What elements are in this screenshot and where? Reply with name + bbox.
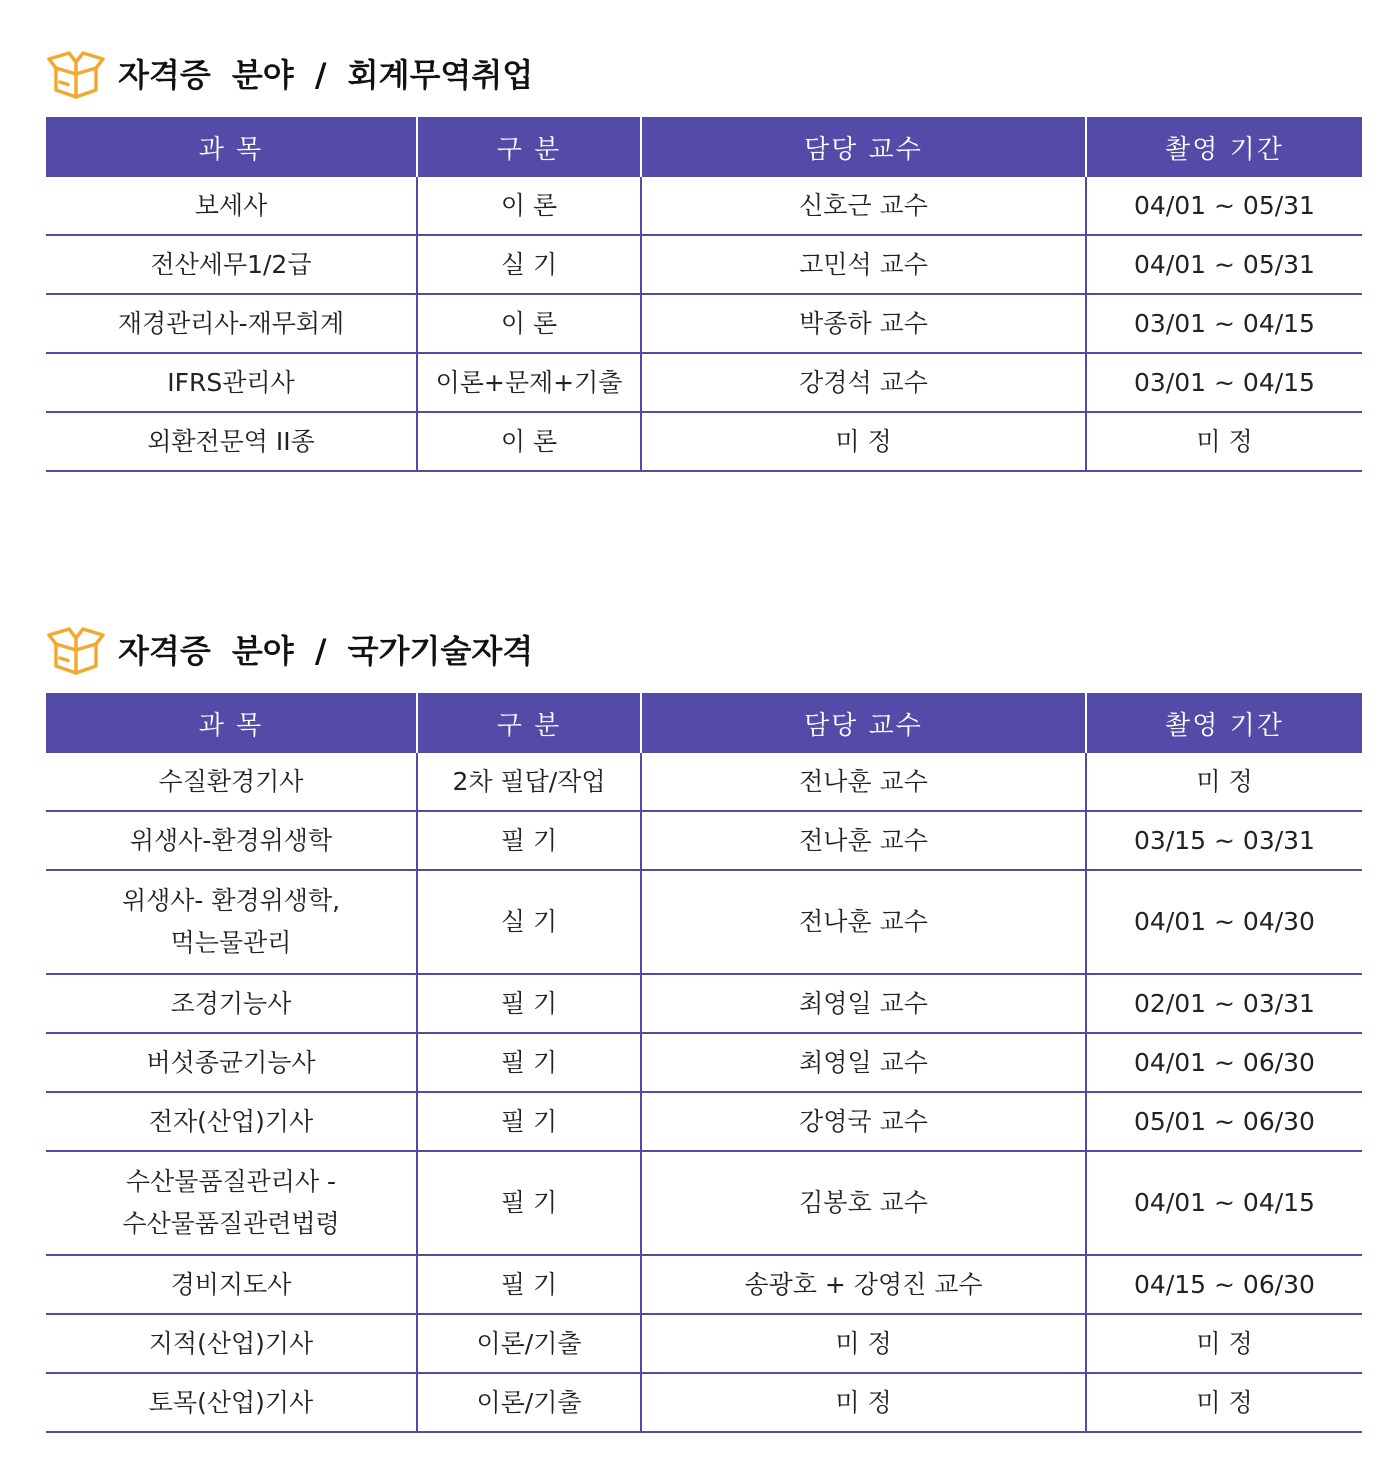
cell-type: 실 기: [417, 870, 641, 974]
cell-type: 이 론: [417, 177, 641, 235]
table-row: [46, 1314, 1362, 1373]
cell-subject: 위생사-환경위생학: [46, 811, 417, 870]
table-row: [46, 1151, 1362, 1255]
cell-type: 이 론: [417, 294, 641, 353]
cell-period: 05/01 ~ 06/30: [1086, 1092, 1362, 1151]
table-header-row: [46, 693, 1362, 753]
cell-professor: 김봉호 교수: [641, 1151, 1086, 1255]
table-row: [46, 1373, 1362, 1432]
cell-type: 필 기: [417, 1255, 641, 1314]
cell-type: 필 기: [417, 974, 641, 1033]
cell-type: 이론/기출: [417, 1373, 641, 1432]
open-box-icon: [46, 622, 106, 676]
cell-professor: 전나훈 교수: [641, 811, 1086, 870]
table-row: [46, 1255, 1362, 1314]
cell-professor: 송광호 + 강영진 교수: [641, 1255, 1086, 1314]
cell-professor: 전나훈 교수: [641, 870, 1086, 974]
cell-period: 04/01 ~ 04/30: [1086, 870, 1362, 974]
table-row: [46, 235, 1362, 294]
header-professor: 담당 교수: [641, 693, 1086, 753]
cell-professor: 미 정: [641, 1314, 1086, 1373]
table-row: [46, 294, 1362, 353]
cell-professor: 미 정: [641, 1373, 1086, 1432]
cell-professor: 최영일 교수: [641, 974, 1086, 1033]
cell-subject: 수질환경기사: [46, 753, 417, 811]
cell-subject: 위생사- 환경위생학, 먹는물관리: [46, 870, 417, 974]
cell-type: 필 기: [417, 1033, 641, 1092]
table-row: [46, 1033, 1362, 1092]
cell-period: 04/15 ~ 06/30: [1086, 1255, 1362, 1314]
cell-professor: 미 정: [641, 412, 1086, 471]
cell-professor: 고민석 교수: [641, 235, 1086, 294]
cell-type: 이 론: [417, 412, 641, 471]
cell-period: 03/01 ~ 04/15: [1086, 294, 1362, 353]
cell-professor: 전나훈 교수: [641, 753, 1086, 811]
table-row: [46, 177, 1362, 235]
cell-period: 02/01 ~ 03/31: [1086, 974, 1362, 1033]
header-type: 구 분: [417, 117, 641, 177]
table-row: [46, 353, 1362, 412]
header-period: 촬영 기간: [1086, 117, 1362, 177]
open-box-icon: [46, 46, 106, 100]
section-title: 자격증 분야 / 국가기술자격: [118, 632, 534, 670]
cell-professor: 최영일 교수: [641, 1033, 1086, 1092]
cell-subject: 경비지도사: [46, 1255, 417, 1314]
cell-period: 03/01 ~ 04/15: [1086, 353, 1362, 412]
cell-subject: 외환전문역 II종: [46, 412, 417, 471]
section-accounting-trade: [46, 46, 1362, 456]
cell-professor: 박종하 교수: [641, 294, 1086, 353]
section-title: 자격증 분야 / 회계무역취업: [118, 56, 534, 94]
cell-subject: IFRS관리사: [46, 353, 417, 412]
cell-subject: 조경기능사: [46, 974, 417, 1033]
section-heading: [46, 622, 1362, 676]
cell-subject: 전산세무1/2급: [46, 235, 417, 294]
cell-type: 이론/기출: [417, 1314, 641, 1373]
table-header-row: [46, 117, 1362, 177]
cell-period: 미 정: [1086, 412, 1362, 471]
table-row: [46, 1092, 1362, 1151]
schedule-table: [46, 693, 1362, 1433]
cell-period: 미 정: [1086, 1314, 1362, 1373]
cell-professor: 강영국 교수: [641, 1092, 1086, 1151]
cell-type: 필 기: [417, 1092, 641, 1151]
cell-subject: 수산물품질관리사 - 수산물품질관련법령: [46, 1151, 417, 1255]
cell-type: 필 기: [417, 1151, 641, 1255]
header-type: 구 분: [417, 693, 641, 753]
header-subject: 과 목: [46, 693, 417, 753]
table-row: [46, 811, 1362, 870]
header-subject: 과 목: [46, 117, 417, 177]
cell-professor: 신호근 교수: [641, 177, 1086, 235]
cell-period: 04/01 ~ 06/30: [1086, 1033, 1362, 1092]
cell-subject: 버섯종균기능사: [46, 1033, 417, 1092]
cell-period: 04/01 ~ 04/15: [1086, 1151, 1362, 1255]
table-row: [46, 974, 1362, 1033]
schedule-table: [46, 117, 1362, 472]
table-row: [46, 412, 1362, 471]
header-professor: 담당 교수: [641, 117, 1086, 177]
table-row: [46, 870, 1362, 974]
cell-subject: 재경관리사-재무회계: [46, 294, 417, 353]
cell-subject: 지적(산업)기사: [46, 1314, 417, 1373]
section-national-technical: [46, 622, 1362, 1417]
header-period: 촬영 기간: [1086, 693, 1362, 753]
cell-period: 04/01 ~ 05/31: [1086, 177, 1362, 235]
cell-period: 03/15 ~ 03/31: [1086, 811, 1362, 870]
cell-period: 04/01 ~ 05/31: [1086, 235, 1362, 294]
section-heading: [46, 46, 1362, 100]
cell-type: 실 기: [417, 235, 641, 294]
cell-period: 미 정: [1086, 753, 1362, 811]
cell-professor: 강경석 교수: [641, 353, 1086, 412]
cell-period: 미 정: [1086, 1373, 1362, 1432]
cell-subject: 전자(산업)기사: [46, 1092, 417, 1151]
cell-subject: 보세사: [46, 177, 417, 235]
cell-subject: 토목(산업)기사: [46, 1373, 417, 1432]
cell-type: 이론+문제+기출: [417, 353, 641, 412]
cell-type: 2차 필답/작업: [417, 753, 641, 811]
cell-type: 필 기: [417, 811, 641, 870]
table-row: [46, 753, 1362, 811]
